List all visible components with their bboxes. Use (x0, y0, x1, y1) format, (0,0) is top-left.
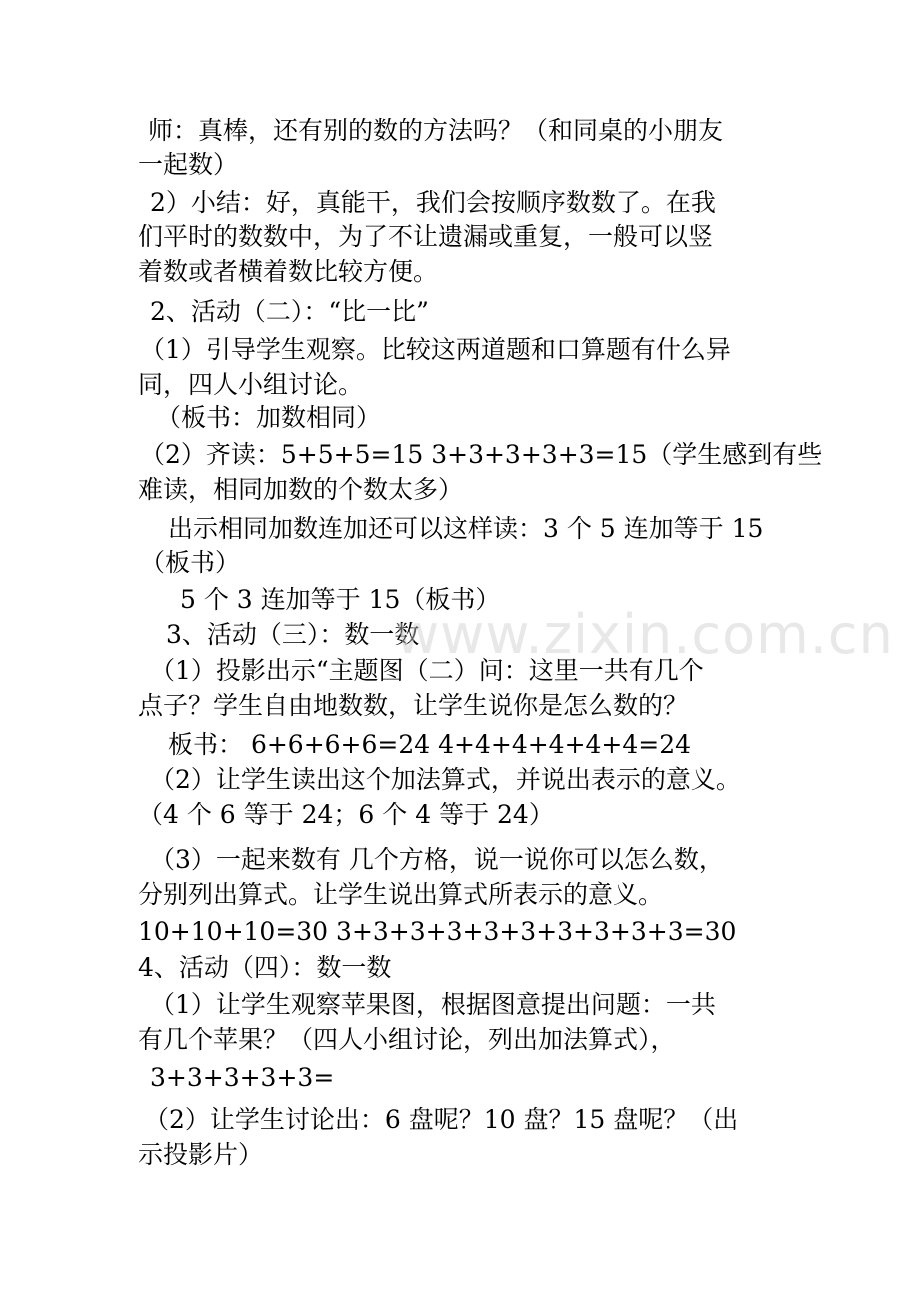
text-line: （4 个 6 等于 24；6 个 4 等于 24） (138, 800, 554, 829)
text-line: 难读，相同加数的个数太多） (138, 475, 464, 504)
text-line: （板书） (140, 548, 241, 577)
text-line: 板书： 6+6+6+6=24 4+4+4+4+4+4=24 (168, 730, 692, 759)
text-line: 点子？学生自由地数数，让学生说你是怎么数的？ (138, 691, 689, 720)
text-line: 5 个 3 连加等于 15（板书） (180, 585, 501, 614)
section-heading: 2、活动（二）：“比一比” (150, 297, 429, 326)
text-line: （2）让学生讨论出：6 盘呢？10 盘？15 盘呢？（出 (144, 1105, 739, 1134)
text-line: （1）让学生观察苹果图，根据图意提出问题：一共 (150, 990, 716, 1019)
text-line: 10+10+10=30 3+3+3+3+3+3+3+3+3+3=30 (138, 917, 737, 946)
text-line: （板书：加数相同） (156, 403, 382, 432)
text-line: （3）一起来数有 几个方格，说一说你可以怎么数， (150, 845, 724, 874)
text-line: 有几个苹果？（四人小组讨论，列出加法算式）， (138, 1025, 676, 1054)
text-line: 着数或者横着数比较方便。 (138, 257, 439, 286)
watermark: www.zixin.com.cn (395, 603, 894, 666)
text-line: （2）齐读：5+5+5=15 3+3+3+3+3=15（学生感到有些 (140, 440, 823, 469)
section-heading: 4、活动（四）：数一数 (138, 953, 392, 982)
text-line: 出示相同加数连加还可以这样读：3 个 5 连加等于 15 (168, 514, 764, 543)
text-line: （2）让学生读出这个加法算式，并说出表示的意义。 (150, 765, 741, 794)
text-line: 2）小结：好，真能干，我们会按顺序数数了。在我 (150, 188, 716, 217)
text-line: （1）投影出示“主题图（二）问：这里一共有几个 (150, 656, 704, 685)
section-heading: 3、活动（三）：数一数 (166, 620, 420, 649)
text-line: 师：真棒，还有别的数的方法吗？（和同桌的小朋友 (148, 116, 724, 145)
text-line: 3+3+3+3+3= (150, 1063, 335, 1092)
text-line: 示投影片） (138, 1140, 264, 1169)
text-line: 一起数） (138, 150, 239, 179)
text-line: 同，四人小组讨论。 (138, 370, 364, 399)
text-line: （1）引导学生观察。比较这两道题和口算题有什么异 (140, 335, 731, 364)
text-line: 们平时的数数中，为了不让遗漏或重复，一般可以竖 (138, 222, 714, 251)
text-line: 分别列出算式。让学生说出算式所表示的意义。 (138, 880, 664, 909)
